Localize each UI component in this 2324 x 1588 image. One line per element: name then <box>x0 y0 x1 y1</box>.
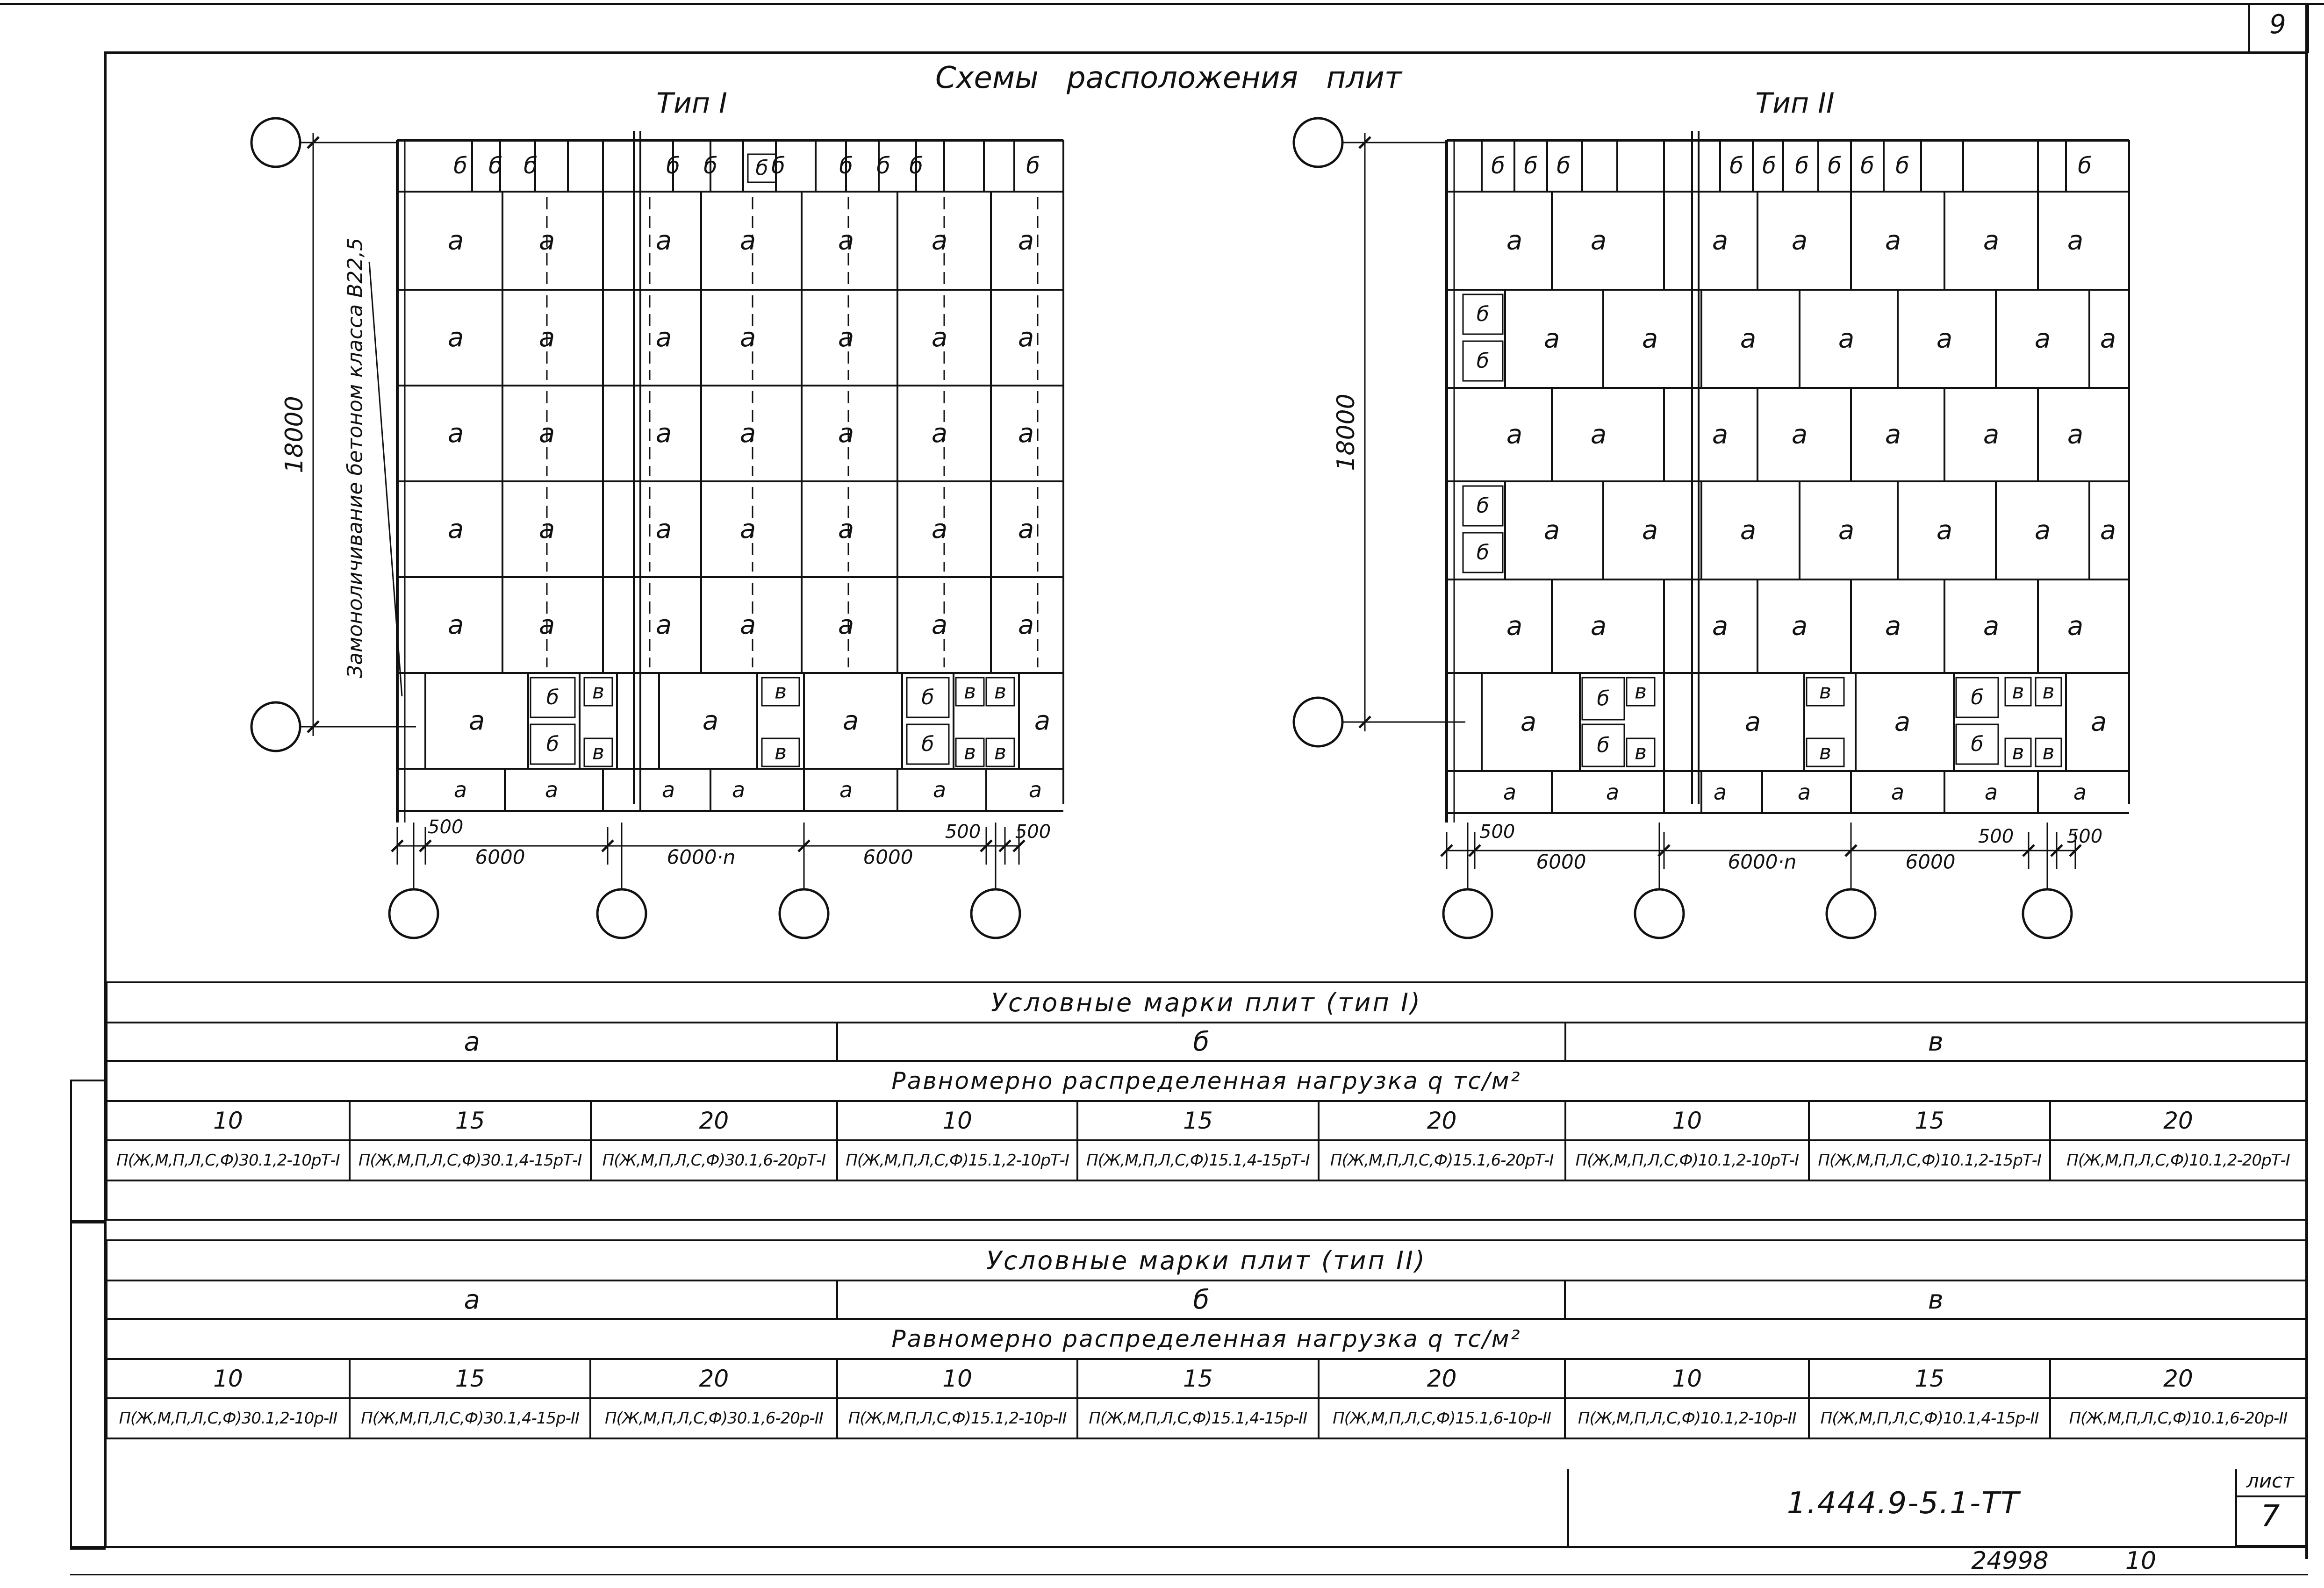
plate-label-plate_a: а <box>931 514 948 544</box>
plate-label-plate_b: б <box>1476 349 1490 373</box>
plate-label-plate_v: в <box>592 740 604 765</box>
table2-mark: П(Ж,М,П,Л,С,Ф)10.1,6-20р-II <box>2050 1398 2306 1438</box>
plate-label-plate_a: а <box>739 322 756 353</box>
table1-mark: П(Ж,М,П,Л,С,Ф)30.1,2-10рТ-I <box>107 1140 350 1180</box>
plate-label-plate_a: а <box>1894 707 1911 737</box>
table1-title: Условные марки плит (тип I) <box>107 982 2306 1023</box>
table2-load: 15 <box>1809 1359 2050 1398</box>
table1-mark: П(Ж,М,П,Л,С,Ф)10.1,2-10рТ-I <box>1565 1140 1809 1180</box>
plate-label-plate_a: а <box>739 610 756 640</box>
plate-label-plate_a: а <box>932 777 947 802</box>
plate-label-plate_a: а <box>931 225 948 256</box>
table1-load: 10 <box>837 1101 1077 1140</box>
plate-label-plate_a: а <box>2034 515 2051 546</box>
dimension-span-mid: 6000·n <box>667 845 736 869</box>
plate-label-plate_b: б <box>1524 153 1538 179</box>
table1-group-v: в <box>1565 1023 2306 1061</box>
plate-label-plate_b: б <box>1491 153 1505 179</box>
plate-label-plate_v: в <box>1635 680 1647 704</box>
plate-label-plate_a: а <box>1936 323 1953 354</box>
scheme2-title: Тип II <box>1755 87 1835 120</box>
grid-axis-bubble-top <box>251 118 300 167</box>
plate-label-plate_a: а <box>1712 225 1729 256</box>
plate-label-plate_a: а <box>1642 515 1658 546</box>
plate-label-plate_b: б <box>921 732 934 756</box>
plate-label-plate_v: в <box>775 680 787 704</box>
table2-title: Условные марки плит (тип II) <box>107 1240 2306 1280</box>
table1-mark: П(Ж,М,П,Л,С,Ф)15.1,4-15рТ-I <box>1077 1140 1319 1180</box>
table2-load: 20 <box>590 1359 837 1398</box>
plate-label-plate_b: б <box>1476 302 1490 326</box>
table2-mark: П(Ж,М,П,Л,С,Ф)15.1,4-15р-II <box>1077 1398 1319 1438</box>
plate-label-plate_a: а <box>545 777 559 802</box>
plate-label-plate_a: а <box>838 514 854 544</box>
table2-mark: П(Ж,М,П,Л,С,Ф)30.1,6-20р-II <box>590 1398 837 1438</box>
plate-label-plate_a: а <box>1543 515 1560 546</box>
plate-label-plate_a: а <box>1018 225 1034 256</box>
plate-label-plate_a: а <box>661 777 675 802</box>
plate-label-plate_a: а <box>1740 323 1757 354</box>
sheet-number: 7 <box>2260 1499 2280 1534</box>
plate-label-plate_a: а <box>1983 611 2000 642</box>
plate-label-plate_b: б <box>2078 153 2092 179</box>
table2-load: 10 <box>837 1359 1077 1398</box>
plate-label-plate_a: а <box>739 514 756 544</box>
plate-label-plate_a: а <box>468 706 485 736</box>
table1-load: 15 <box>350 1101 591 1140</box>
column-axis-bubble <box>780 889 828 938</box>
table1-mark: П(Ж,М,П,Л,С,Ф)10.1,2-15рТ-I <box>1809 1140 2050 1180</box>
height-dimension-value: 18000 <box>280 396 308 473</box>
plate-label-plate_a: а <box>931 610 948 640</box>
plate-label-plate_v: в <box>2042 680 2055 704</box>
plate-label-plate_a: а <box>838 322 854 353</box>
plate-label-plate_a: а <box>1791 419 1808 450</box>
plate-label-plate_b: б <box>546 686 559 709</box>
table2-mark: П(Ж,М,П,Л,С,Ф)30.1,2-10р-II <box>107 1398 350 1438</box>
table1-mark: П(Ж,М,П,Л,С,Ф)30.1,6-20рТ-I <box>591 1140 838 1180</box>
table2-mark: П(Ж,М,П,Л,С,Ф)15.1,2-10р-II <box>837 1398 1077 1438</box>
plate-label-plate_v: в <box>592 680 604 704</box>
plate-label-plate_a: а <box>538 610 555 640</box>
dimension-span-right: 6000 <box>863 845 913 869</box>
plate-label-plate_a: а <box>1028 777 1042 802</box>
column-axis-bubble <box>597 889 646 938</box>
plate-label-plate_a: а <box>1590 225 1607 256</box>
table1-load-title: Равномерно распределенная нагрузка q тс/м² <box>107 1061 2306 1101</box>
plate-label-plate_a: а <box>1983 225 2000 256</box>
plate-label-plate_b: б <box>1557 153 1571 179</box>
dimension-edge-right-2: 500 <box>1015 821 1051 843</box>
table-spacer <box>107 1180 2306 1220</box>
column-axis-bubble <box>1443 889 1492 938</box>
dimension-span-right: 6000 <box>1905 850 1956 873</box>
plate-label-plate_a: а <box>1543 323 1560 354</box>
sheet-number-divider <box>2235 1495 2305 1497</box>
plate-label-plate_a: а <box>842 706 859 736</box>
dimension-edge-right-1: 500 <box>1978 826 2014 847</box>
plate-label-plate_b: б <box>488 153 502 179</box>
plate-label-plate_b: б <box>1828 153 1842 179</box>
dimension-edge-right-2: 500 <box>2066 826 2103 847</box>
plate-label-plate_b: б <box>755 156 768 180</box>
plate-label-plate_a: а <box>1506 611 1523 642</box>
plate-label-plate_a: а <box>538 225 555 256</box>
table2-load-title: Равномерно распределенная нагрузка q тс/м² <box>107 1319 2306 1359</box>
dimension-edge-left: 500 <box>428 816 464 838</box>
plate-label-plate_a: а <box>1891 780 1905 805</box>
column-axis-bubble <box>389 889 438 938</box>
table1-group-b: б <box>837 1023 1565 1061</box>
plate-label-plate_a: а <box>655 610 672 640</box>
plate-label-plate_a: а <box>655 514 672 544</box>
plate-label-plate_a: а <box>1642 323 1658 354</box>
plate-label-plate_b: б <box>524 153 538 179</box>
dimension-span-left: 6000 <box>475 845 525 869</box>
plate-label-plate_b: б <box>1597 687 1610 711</box>
table1-group-a: а <box>107 1023 837 1061</box>
plate-label-plate_b: б <box>1729 153 1743 179</box>
table1-mark: П(Ж,М,П,Л,С,Ф)15.1,6-20рТ-I <box>1319 1140 1565 1180</box>
plate-label-plate_a: а <box>1791 225 1808 256</box>
plate-label-plate_a: а <box>453 777 467 802</box>
plate-label-plate_a: а <box>655 225 672 256</box>
plate-label-plate_a: а <box>2067 611 2084 642</box>
plate-label-plate_v: в <box>1635 740 1647 765</box>
table2-group-b: б <box>837 1280 1565 1319</box>
table1-mark: П(Ж,М,П,Л,С,Ф)15.1,2-10рТ-I <box>837 1140 1077 1180</box>
plate-label-plate_a: а <box>732 777 746 802</box>
plate-label-plate_a: а <box>1936 515 1953 546</box>
plate-marks-table-type2 <box>106 1239 2307 1439</box>
binding-strip-top <box>70 1080 106 1223</box>
plate-label-plate_v: в <box>2012 680 2024 704</box>
plate-label-plate_a: а <box>931 322 948 353</box>
plate-label-plate_a: а <box>838 610 854 640</box>
grid-axis-bubble-bottom <box>251 702 300 751</box>
plate-label-plate_a: а <box>447 418 464 449</box>
plate-label-plate_a: а <box>1713 780 1727 805</box>
table1-load: 15 <box>1809 1101 2050 1140</box>
plate-label-plate_a: а <box>1984 780 1998 805</box>
plate-label-plate_a: а <box>1018 418 1034 449</box>
plate-label-plate_v: в <box>994 740 1006 765</box>
column-axis-bubble <box>2023 889 2072 938</box>
table2-mark: П(Ж,М,П,Л,С,Ф)10.1,2-10р-II <box>1565 1398 1809 1438</box>
plate-label-plate_a: а <box>447 610 464 640</box>
plate-label-plate_a: а <box>1503 780 1517 805</box>
plate-label-plate_v: в <box>994 680 1006 704</box>
plate-label-plate_a: а <box>702 706 719 736</box>
plate-label-plate_b: б <box>546 732 559 756</box>
plate-label-plate_a: а <box>1983 419 2000 450</box>
dimension-edge-left: 500 <box>1479 821 1515 843</box>
table2-mark: П(Ж,М,П,Л,С,Ф)10.1,4-15р-II <box>1809 1398 2050 1438</box>
plate-label-plate_a: а <box>538 418 555 449</box>
plate-label-plate_a: а <box>739 418 756 449</box>
plate-label-plate_v: в <box>1819 740 1831 765</box>
plate-label-plate_a: а <box>655 418 672 449</box>
dimension-span-left: 6000 <box>1536 850 1586 873</box>
plate-label-plate_a: а <box>1506 225 1523 256</box>
plate-label-plate_v: в <box>964 740 976 765</box>
plate-label-plate_a: а <box>1590 611 1607 642</box>
column-axis-bubble <box>1635 889 1684 938</box>
table1-load: 20 <box>2050 1101 2306 1140</box>
plate-label-plate_v: в <box>1819 680 1831 704</box>
plate-label-plate_b: б <box>1971 732 1984 756</box>
table2-load: 10 <box>1565 1359 1809 1398</box>
plate-label-plate_a: а <box>538 322 555 353</box>
plate-label-plate_a: а <box>1712 611 1729 642</box>
plate-label-plate_a: а <box>739 225 756 256</box>
plate-label-plate_a: а <box>1838 515 1855 546</box>
plate-label-plate_a: а <box>1018 610 1034 640</box>
corner-number: 9 <box>2269 9 2286 40</box>
plate-label-plate_a: а <box>931 418 948 449</box>
plate-label-plate_a: а <box>447 322 464 353</box>
plate-label-plate_a: а <box>838 418 854 449</box>
plate-label-plate_b: б <box>921 686 934 709</box>
plate-label-plate_b: б <box>453 153 467 179</box>
plate-label-plate_a: а <box>447 514 464 544</box>
table1-mark: П(Ж,М,П,Л,С,Ф)10.1,2-20рТ-I <box>2050 1140 2306 1180</box>
plate-label-plate_b: б <box>909 153 923 179</box>
plate-label-plate_b: б <box>876 153 890 179</box>
plate-label-plate_b: б <box>666 153 680 179</box>
plate-label-plate_a: а <box>1606 780 1620 805</box>
plate-label-plate_a: а <box>2034 323 2051 354</box>
sheet-title: Схемы расположения плит <box>935 61 1402 95</box>
table1-load: 20 <box>1319 1101 1565 1140</box>
table2-group-v: в <box>1565 1280 2306 1319</box>
plate-label-plate_b: б <box>1795 153 1809 179</box>
plate-label-plate_b: б <box>1597 733 1610 758</box>
plate-label-plate_a: а <box>538 514 555 544</box>
plate-label-plate_v: в <box>964 680 976 704</box>
plate-label-plate_a: а <box>1885 611 1901 642</box>
plate-label-plate_a: а <box>1590 419 1607 450</box>
table2-load: 20 <box>2050 1359 2306 1398</box>
table2-mark: П(Ж,М,П,Л,С,Ф)30.1,4-15р-II <box>350 1398 591 1438</box>
plate-label-plate_b: б <box>1026 153 1040 179</box>
plate-label-plate_v: в <box>775 740 787 765</box>
table1-load: 10 <box>1565 1101 1809 1140</box>
height-dimension-value: 18000 <box>1332 393 1360 471</box>
plate-label-plate_a: а <box>1018 514 1034 544</box>
table2-load: 20 <box>1319 1359 1565 1398</box>
plate-label-plate_a: а <box>1885 419 1901 450</box>
plate-label-plate_v: в <box>2012 740 2024 765</box>
plate-label-plate_a: а <box>839 777 853 802</box>
plate-label-plate_a: а <box>1791 611 1808 642</box>
plate-label-plate_b: б <box>839 153 853 179</box>
plate-label-plate_a: а <box>1712 419 1729 450</box>
plate-label-plate_b: б <box>1860 153 1874 179</box>
plate-label-plate_a: а <box>1797 780 1811 805</box>
scheme1-title: Тип I <box>656 87 727 120</box>
table2-mark: П(Ж,М,П,Л,С,Ф)15.1,6-10р-II <box>1319 1398 1565 1438</box>
table1-load: 15 <box>1077 1101 1319 1140</box>
plate-label-plate_a: а <box>1018 322 1034 353</box>
plate-label-plate_a: а <box>655 322 672 353</box>
grid-axis-bubble-top <box>1294 118 1342 167</box>
table2-load: 15 <box>1077 1359 1319 1398</box>
plate-label-plate_a: а <box>1034 706 1051 736</box>
column-axis-bubble <box>1827 889 1875 938</box>
plate-label-plate_v: в <box>2042 740 2055 765</box>
grid-axis-bubble-bottom <box>1294 698 1342 746</box>
table2-load: 10 <box>107 1359 350 1398</box>
plate-label-plate_a: а <box>1838 323 1855 354</box>
monolithic-concrete-note: Замоноличивание бетоном класса В22,5 <box>343 237 367 679</box>
plate-label-plate_a: а <box>2073 780 2087 805</box>
table2-load: 15 <box>350 1359 591 1398</box>
plate-label-plate_a: а <box>2067 225 2084 256</box>
table1-load: 20 <box>591 1101 838 1140</box>
table1-mark: П(Ж,М,П,Л,С,Ф)30.1,4-15рТ-I <box>350 1140 591 1180</box>
plate-label-plate_a: а <box>2100 323 2116 354</box>
plate-label-plate_a: а <box>1740 515 1757 546</box>
plate-label-plate_b: б <box>1762 153 1776 179</box>
document-code: 1.444.9-5.1-ТТ <box>1786 1486 2020 1521</box>
archive-number-2: 10 <box>2125 1547 2157 1575</box>
dimension-edge-right-1: 500 <box>945 821 981 843</box>
plate-label-plate_a: а <box>1506 419 1523 450</box>
binding-strip-bottom <box>70 1220 106 1550</box>
plate-label-plate_a: а <box>2090 707 2107 737</box>
plate-label-plate_a: а <box>1885 225 1901 256</box>
plate-label-plate_b: б <box>771 153 785 179</box>
dimension-span-mid: 6000·n <box>1728 850 1797 873</box>
plate-label-plate_b: б <box>1476 541 1490 565</box>
archive-number: 24998 <box>1971 1547 2049 1575</box>
plate-label-plate_a: а <box>1520 707 1537 737</box>
plate-label-plate_a: а <box>838 225 854 256</box>
plate-label-plate_b: б <box>1476 494 1490 518</box>
plate-label-plate_b: б <box>703 153 717 179</box>
plate-label-plate_a: а <box>2100 515 2116 546</box>
plate-label-plate_a: а <box>447 225 464 256</box>
plate-label-plate_b: б <box>1895 153 1909 179</box>
plate-label-plate_a: а <box>1744 707 1761 737</box>
plate-label-plate_b: б <box>1971 686 1984 709</box>
column-axis-bubble <box>971 889 1020 938</box>
plate-label-plate_a: а <box>2067 419 2084 450</box>
sheet-label: лист <box>2246 1469 2294 1492</box>
plate-marks-table-type1 <box>106 981 2307 1221</box>
table2-group-a: а <box>107 1280 837 1319</box>
table1-load: 10 <box>107 1101 350 1140</box>
